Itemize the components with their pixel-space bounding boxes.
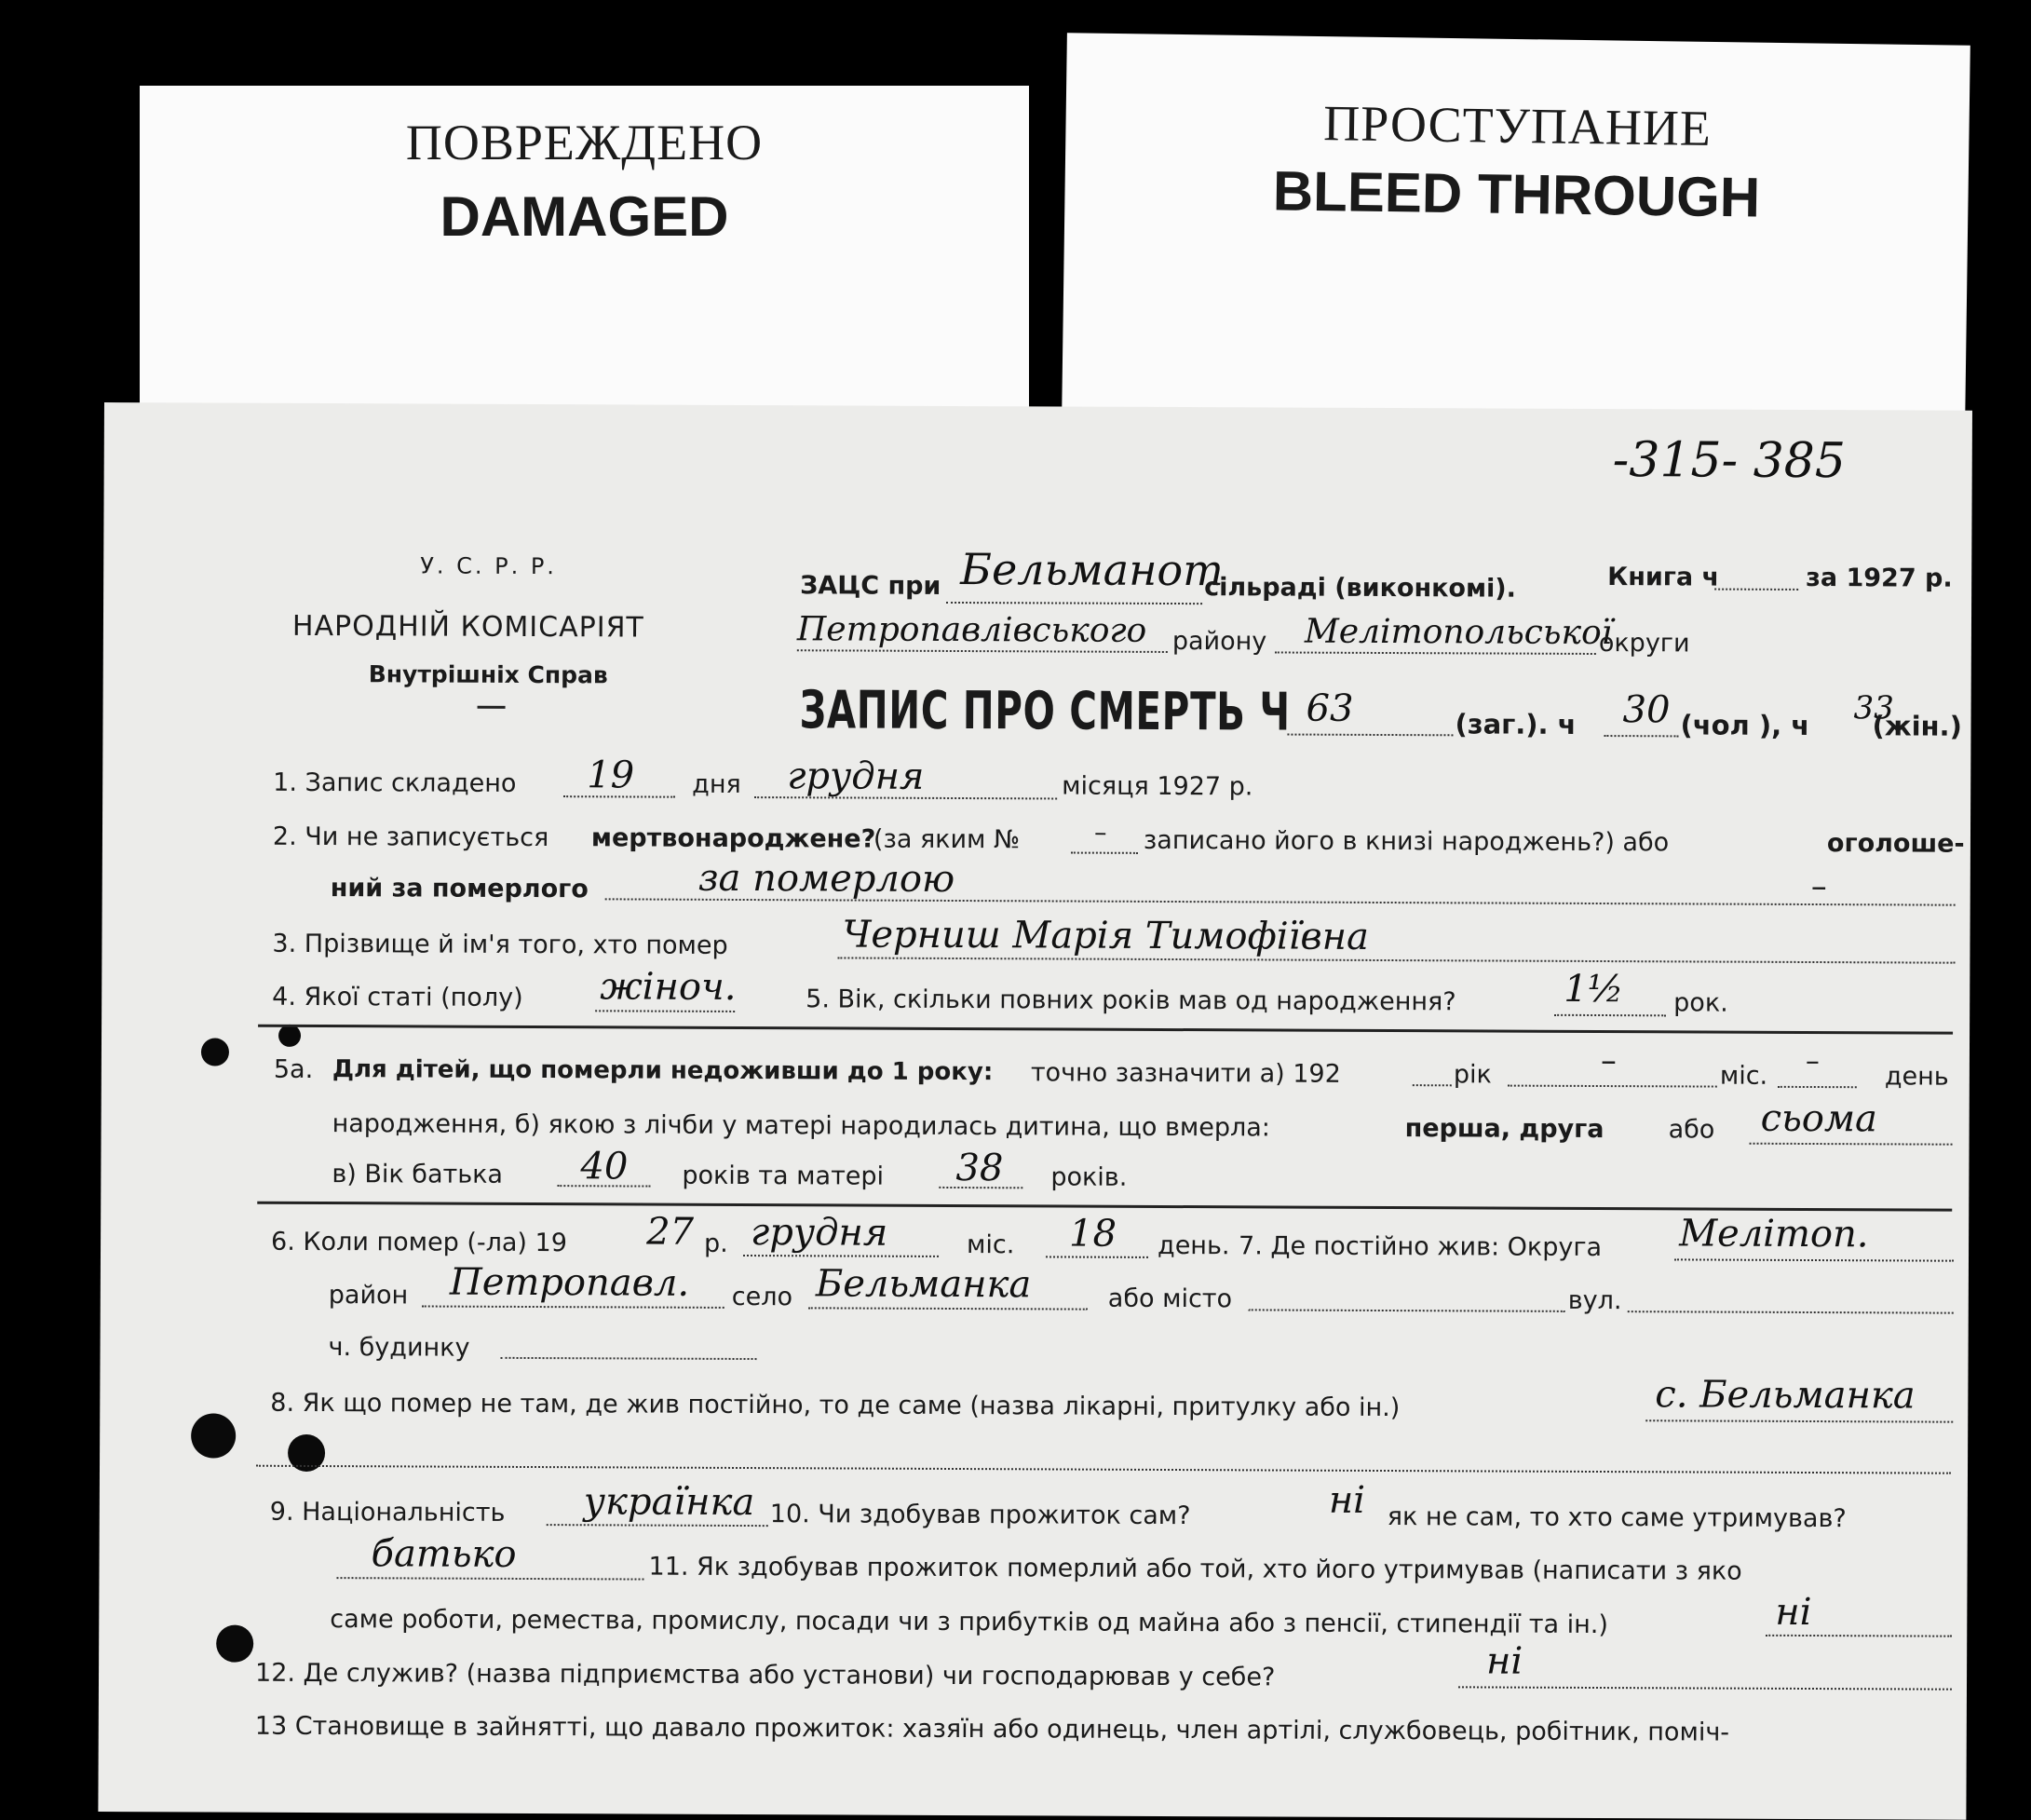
district-dots — [797, 649, 1168, 653]
punch-hole — [216, 1625, 253, 1663]
field-2-line2: ний за померлого — [330, 874, 589, 904]
field-9-label: 9. Національність — [269, 1497, 506, 1528]
field-5a-year-label: рік — [1453, 1060, 1492, 1090]
field-5a-text: точно зазначити а) 192 — [1030, 1058, 1341, 1089]
field-2-stillborn: мертвонароджене? — [590, 823, 876, 854]
field-2-dots — [605, 898, 1956, 905]
field-7-selo-dots — [808, 1307, 1088, 1310]
field-5b-or: або — [1668, 1115, 1715, 1145]
zags-label: ЗАЦС при — [800, 571, 941, 601]
male-label: (чол ), ч — [1680, 709, 1810, 741]
field-6-day: 18 — [1069, 1212, 1117, 1256]
field-1-day-dots — [563, 795, 675, 798]
field-2-num-dots — [1071, 852, 1138, 854]
field-4-label: 4. Якої статі (полу) — [272, 982, 523, 1012]
section-rule-bottom — [257, 1202, 1952, 1212]
field-2-announced: оголоше- — [1826, 829, 1965, 859]
field-6-den: день. — [1157, 1230, 1230, 1261]
okrug-value: Мелітопольської — [1304, 612, 1613, 653]
field-1-suffix: місяця 1927 р. — [1062, 771, 1253, 802]
field-5c-text: в) Вік батька — [332, 1160, 504, 1189]
republic-label: У. С. Р. Р. — [420, 552, 558, 580]
field-5a-day-val: – — [1805, 1044, 1821, 1079]
female-count: 33 — [1853, 689, 1894, 727]
male-count-dots — [1604, 735, 1678, 737]
field-7-rayon-label: район — [328, 1281, 409, 1311]
field-4-value: жіноч. — [600, 965, 737, 1009]
field-5a-year-dots — [1413, 1084, 1452, 1086]
header-divider — [478, 706, 506, 709]
book-label: Книга ч — [1607, 563, 1720, 592]
field-10-b: як не сам, то хто саме утримував? — [1387, 1502, 1847, 1534]
field-9-dots — [547, 1524, 768, 1527]
field-3-dots — [837, 957, 1955, 963]
field-7-rayon: Петропавл. — [449, 1260, 690, 1305]
field-10-value: ні — [1328, 1478, 1366, 1522]
field-5b-dots — [1750, 1143, 1953, 1146]
field-6-year: 27 — [646, 1210, 695, 1254]
district-value: Петропавлівського — [796, 610, 1147, 650]
total-label: (заг.). ч — [1455, 708, 1577, 740]
field-8-dots-line2 — [256, 1465, 1951, 1474]
field-5a-num: 5а. — [273, 1054, 314, 1084]
field-6-day-dots — [1046, 1256, 1148, 1257]
field-5-suffix: рок. — [1673, 988, 1728, 1018]
field-7-rayon-dots — [422, 1305, 724, 1308]
field-5b-value: сьома — [1760, 1096, 1878, 1141]
field-5c-father-dots — [557, 1185, 650, 1187]
record-number-dots — [1287, 734, 1453, 737]
punch-hole — [278, 1025, 301, 1047]
female-label: (жін.) — [1872, 710, 1962, 742]
district-label: району — [1171, 627, 1267, 657]
field-1-month-dots — [754, 796, 1057, 799]
field-3-label: 3. Прізвище й ім'я того, хто помер — [272, 929, 728, 960]
field-2-dash: – — [1810, 868, 1827, 906]
field-11-line2: саме роботи, ремества, промислу, посади чи з прибутків од майна або з пенсії, стипендії та ін.) — [330, 1605, 1608, 1640]
field-7-vul-label: вул. — [1567, 1285, 1622, 1316]
field-1-month: грудня — [787, 754, 925, 798]
field-3-value: Черниш Марія Тимофіївна — [842, 913, 1369, 958]
field-11-value: ні — [1775, 1590, 1812, 1635]
field-7-selo: Бельманка — [815, 1262, 1032, 1307]
field-9-value: українка — [583, 1480, 755, 1525]
field-2-c: записано його в книзі народжень?) або — [1143, 825, 1670, 858]
section-rule-top — [258, 1025, 1953, 1035]
field-7-vul-dots — [1628, 1311, 1954, 1314]
field-6-label: 6. Коли помер (-ла) 19 — [271, 1227, 567, 1258]
field-5-dots — [1554, 1014, 1666, 1017]
field-5-value: 1½ — [1564, 967, 1624, 1012]
field-5c-mother: 38 — [955, 1146, 1004, 1190]
bleed-label-en: BLEED THROUGH — [1272, 159, 1761, 229]
field-7-selo-label: село — [731, 1282, 793, 1312]
field-7-misto-dots — [1249, 1309, 1565, 1311]
field-2-num: – — [1093, 818, 1107, 848]
field-6-mis: міс. — [966, 1230, 1015, 1260]
field-5a-month-label: міс. — [1719, 1061, 1768, 1091]
damaged-label-ru: ПОВРЕЖДЕНО — [405, 115, 764, 170]
field-10-value2: батько — [371, 1532, 517, 1576]
field-7-budynok-label: ч. будинку — [328, 1333, 470, 1363]
field-1-label: 1. Запис складено — [273, 767, 517, 798]
damaged-label-en: DAMAGED — [440, 185, 729, 248]
death-record-form — [98, 402, 1972, 1820]
okrug-dots — [1275, 651, 1596, 655]
field-8-value: с. Бельманка — [1655, 1373, 1916, 1418]
field-5a-heading: Для дітей, що померли недоживши до 1 року: — [332, 1055, 994, 1087]
field-6-month: грудня — [751, 1211, 888, 1255]
field-5c-suffix: років. — [1050, 1162, 1128, 1192]
department-label: Внутрішніх Справ — [368, 660, 608, 689]
field-5b-options: перша, друга — [1404, 1114, 1604, 1145]
field-8-label: 8. Як що помер не там, де жив постійно, то де саме (назва лікарні, притулку або ін.) — [270, 1388, 1401, 1423]
field-7-budynok-dots — [501, 1357, 757, 1360]
zags-value: Бельманот — [960, 544, 1224, 596]
field-10-dots — [336, 1577, 643, 1580]
field-5c-mid: років та матері — [682, 1161, 885, 1191]
page-number: -315- 385 — [1612, 432, 1847, 490]
field-5c-father: 40 — [580, 1145, 629, 1188]
field-5a-month-val: – — [1600, 1042, 1618, 1080]
year-label: за 1927 р. — [1806, 563, 1953, 593]
field-6-r: р. — [703, 1229, 728, 1258]
field-5-label: 5. Вік, скільки повних років мав од народження? — [806, 985, 1456, 1017]
field-5b-text: народження, б) якою з лічби у матері народилась дитина, що вмерла: — [332, 1109, 1271, 1143]
commissariat-label: НАРОДНІЙ КОМІСАРІЯТ — [291, 609, 644, 645]
record-number: 63 — [1306, 686, 1354, 730]
field-6-month-dots — [743, 1255, 939, 1257]
field-4-dots — [595, 1010, 735, 1012]
field-2-b: (за яким № — [873, 824, 1021, 855]
field-5a-month-dots — [1508, 1085, 1717, 1088]
book-dots — [1714, 589, 1798, 591]
council-label: сільраді (виконкомі). — [1204, 573, 1517, 604]
field-5a-day-label: день — [1884, 1062, 1949, 1092]
okrug-label: округи — [1598, 629, 1690, 659]
field-7-okrug: Мелітоп. — [1679, 1212, 1869, 1256]
field-7-label: 7. Де постійно жив: Округа — [1238, 1231, 1603, 1263]
field-12-dots — [1458, 1686, 1952, 1690]
field-1-day-label: дня — [692, 769, 741, 799]
field-13-label: 13 Становище в зайнятті, що давало прожиток: хазяїн або одинець, член артілі, службовець, робітник, поміч- — [254, 1711, 1730, 1747]
punch-hole — [191, 1413, 236, 1458]
field-5c-mother-dots — [939, 1187, 1022, 1188]
field-7-okrug-dots — [1674, 1258, 1954, 1261]
male-count: 30 — [1622, 688, 1671, 732]
zags-dots — [946, 602, 1202, 604]
bleed-through-card — [1062, 33, 1970, 428]
field-2-value: за померлою — [697, 856, 955, 901]
field-12-label: 12. Де служив? (назва підприємства або установи) чи господарював у себе? — [254, 1658, 1276, 1692]
field-11-label: 11. Як здобував прожиток померлий або той, хто його утримував (написати з яко — [648, 1552, 1742, 1586]
damaged-card — [140, 86, 1029, 421]
field-11-dots — [1766, 1635, 1952, 1637]
field-10-label: 10. Чи здобував прожиток сам? — [769, 1500, 1191, 1531]
bleed-label-ru: ПРОСТУПАНИЕ — [1322, 95, 1713, 156]
field-2-label: 2. Чи не записується — [272, 822, 549, 853]
field-8-dots — [1645, 1419, 1953, 1422]
field-5a-day-dots — [1778, 1086, 1857, 1088]
punch-hole — [201, 1038, 229, 1066]
field-7-misto-label: або місто — [1107, 1284, 1233, 1314]
record-title: ЗАПИС ПРО СМЕРТЬ Ч — [799, 680, 1291, 743]
field-1-day: 19 — [587, 754, 635, 797]
field-12-value: ні — [1486, 1639, 1523, 1683]
